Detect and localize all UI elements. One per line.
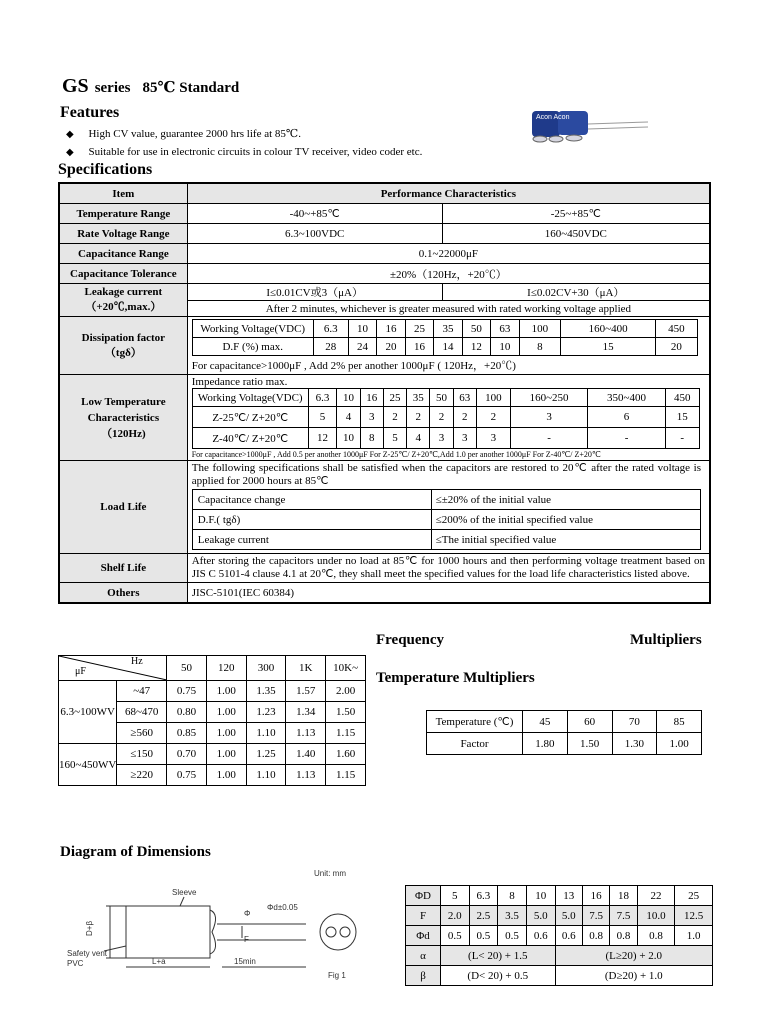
bullet-diamond-icon: ◆ xyxy=(66,129,74,140)
frequency-table xyxy=(58,655,366,786)
wv-value: 35 xyxy=(407,389,430,407)
dims-row xyxy=(406,946,713,966)
freq-group: 160~450WV xyxy=(59,744,117,786)
diagram-heading: Diagram of Dimensions xyxy=(60,844,211,860)
z40-value: 3 xyxy=(453,428,476,449)
wv-value: 35 xyxy=(434,320,462,338)
series-standard: 85℃ Standard xyxy=(142,80,240,96)
length-label: L+a xyxy=(152,957,166,966)
temperature-value: 60 xyxy=(567,711,612,733)
freq-value: 0.80 xyxy=(167,702,207,723)
factor-value: 1.50 xyxy=(567,733,612,755)
z25-value: 3 xyxy=(510,407,587,428)
temperature-value: 85 xyxy=(657,711,702,733)
freq-value: 0.75 xyxy=(167,681,207,702)
lead-min-label: 15min xyxy=(234,957,256,966)
dims-row xyxy=(406,966,713,986)
dims-value: 7.5 xyxy=(610,906,637,926)
feature-text: High CV value, guarantee 2000 hrs life at 85℃. xyxy=(88,128,301,140)
df-value: 15 xyxy=(561,338,656,356)
freq-value: 1.50 xyxy=(326,702,366,723)
dims-value: 0.6 xyxy=(526,926,555,946)
z25-value: 2 xyxy=(430,407,453,428)
wv-value: 10 xyxy=(348,320,376,338)
load-life-row xyxy=(192,490,700,510)
freq-value: 1.40 xyxy=(286,744,326,765)
dissipation-label xyxy=(59,317,187,375)
cap-range-value: 0.1~22000μF xyxy=(187,244,710,264)
z40-value: - xyxy=(665,428,699,449)
wv-value: 50 xyxy=(430,389,453,407)
dissipation-label-1: Dissipation factor xyxy=(81,331,166,344)
freq-cap: ~47 xyxy=(117,681,167,702)
dims-value: 18 xyxy=(610,886,637,906)
dissipation-note: For capacitance>1000μF , Add 2% per another 1000μF ( 120Hz，+20℃) xyxy=(191,360,516,372)
rate-voltage-b: 160~450VDC xyxy=(442,224,710,244)
dims-row xyxy=(406,886,713,906)
unit-label: Unit: mm xyxy=(314,869,346,878)
header-item: Item xyxy=(59,183,187,204)
pvc-label: PVC xyxy=(67,959,84,968)
dissipation-wv-row xyxy=(192,320,697,338)
temp-range-b: -25~+85℃ xyxy=(442,204,710,224)
low-temp-z40-row xyxy=(192,428,699,449)
dims-value: 0.6 xyxy=(555,926,582,946)
freq-value: 1.35 xyxy=(246,681,286,702)
cap-tol-label: Capacitance Tolerance xyxy=(59,264,187,284)
z40-value: 3 xyxy=(430,428,453,449)
dims-value: 0.5 xyxy=(441,926,470,946)
df-value: 20 xyxy=(656,338,698,356)
temperature-value: 70 xyxy=(612,711,657,733)
leakage-a: I≤0.01CV或3（μA） xyxy=(187,284,442,301)
low-temp-label-3: （120Hz) xyxy=(101,427,146,440)
freq-value: 1.10 xyxy=(246,723,286,744)
z25-value: 2 xyxy=(383,407,406,428)
dims-value: 10.0 xyxy=(637,906,675,926)
feature-item xyxy=(66,146,422,158)
load-life-value: ≤The initial specified value xyxy=(431,530,700,550)
df-value: 14 xyxy=(434,338,462,356)
dissipation-subtable xyxy=(192,319,698,356)
dissipation-cell xyxy=(187,317,710,375)
shelf-life-label: Shelf Life xyxy=(59,554,187,583)
freq-value: 1.13 xyxy=(286,765,326,786)
z25-label: Z-25℃/ Z+20℃ xyxy=(192,407,308,428)
z40-value: - xyxy=(588,428,665,449)
diameter-label: D+β xyxy=(85,920,94,936)
freq-value: 1.00 xyxy=(206,744,246,765)
wv-value: 63 xyxy=(491,320,519,338)
freq-col: 10K~ xyxy=(326,656,366,681)
temp-range-label: Temperature Range xyxy=(59,204,187,224)
wv-value: 6.3 xyxy=(308,389,337,407)
leakage-label xyxy=(59,284,187,317)
dims-value: 13 xyxy=(555,886,582,906)
load-life-subtable xyxy=(192,489,701,550)
dims-value: (L≥20) + 2.0 xyxy=(555,946,712,966)
dims-value: 0.5 xyxy=(498,926,527,946)
freq-cap: ≤150 xyxy=(117,744,167,765)
freq-value: 1.00 xyxy=(206,723,246,744)
factor-label: Factor xyxy=(427,733,523,755)
series-word: series xyxy=(94,80,131,96)
bullet-diamond-icon: ◆ xyxy=(66,147,74,158)
dims-value: 10 xyxy=(526,886,555,906)
freq-value: 1.34 xyxy=(286,702,326,723)
dims-value: 12.5 xyxy=(675,906,713,926)
dims-value: 5.0 xyxy=(526,906,555,926)
z25-value: 4 xyxy=(337,407,360,428)
dims-row xyxy=(406,926,713,946)
temp-row xyxy=(427,711,702,733)
load-life-cell xyxy=(187,461,710,554)
load-life-value: ≤200% of the initial specified value xyxy=(431,510,700,530)
z40-value: 5 xyxy=(383,428,406,449)
dims-value: (L< 20) + 1.5 xyxy=(441,946,556,966)
load-life-key: Leakage current xyxy=(192,530,431,550)
wv-value: 25 xyxy=(405,320,433,338)
sleeve-label: Sleeve xyxy=(172,888,197,897)
wv-value: 50 xyxy=(462,320,490,338)
z40-label: Z-40℃/ Z+20℃ xyxy=(192,428,308,449)
dims-value: 8 xyxy=(498,886,527,906)
features-heading: Features xyxy=(60,104,120,121)
z25-value: 5 xyxy=(308,407,337,428)
wv-value: 6.3 xyxy=(313,320,348,338)
df-value: 8 xyxy=(519,338,561,356)
page-title xyxy=(62,75,239,98)
feature-item xyxy=(66,127,301,140)
wv-label: Working Voltage(VDC) xyxy=(192,389,308,407)
dims-value: 22 xyxy=(637,886,675,906)
dims-value: 2.0 xyxy=(441,906,470,926)
z40-value: 4 xyxy=(407,428,430,449)
temp-multipliers-heading: Temperature Multipliers xyxy=(376,670,535,686)
leakage-b: I≤0.02CV+30（μA） xyxy=(442,284,710,301)
dims-value: 16 xyxy=(582,886,609,906)
freq-value: 0.75 xyxy=(167,765,207,786)
low-temp-z25-row xyxy=(192,407,699,428)
df-value: 20 xyxy=(377,338,405,356)
wv-value: 25 xyxy=(383,389,406,407)
dims-value: 0.8 xyxy=(582,926,609,946)
dims-label: F xyxy=(406,906,441,926)
freq-value: 1.15 xyxy=(326,723,366,744)
df-value: 24 xyxy=(348,338,376,356)
temp-multiplier-table xyxy=(426,710,702,755)
low-temp-note: For capacitance>1000μF , Add 0.5 per another 1000μF For Z-25℃/ Z+20℃,Add 1.0 per another 1000μF For Z-40℃/ Z+20℃ xyxy=(191,450,601,459)
dims-value: 5 xyxy=(441,886,470,906)
low-temp-label-1: Low Temperature xyxy=(81,395,166,408)
dimension-drawing xyxy=(62,866,372,986)
dims-value: 0.5 xyxy=(469,926,498,946)
z40-value: 3 xyxy=(476,428,510,449)
low-temp-intro: Impedance ratio max. xyxy=(191,376,288,388)
freq-group: 6.3~100WV xyxy=(59,681,117,744)
fig-label: Fig 1 xyxy=(328,971,346,980)
dims-label: Φd xyxy=(406,926,441,946)
specifications-heading: Specifications xyxy=(58,161,153,178)
multipliers-heading: Multipliers xyxy=(630,632,702,648)
uf-label: μF xyxy=(75,666,86,677)
wv-value: 100 xyxy=(519,320,561,338)
freq-value: 1.00 xyxy=(206,702,246,723)
df-value: 10 xyxy=(491,338,519,356)
freq-value: 1.00 xyxy=(206,765,246,786)
leakage-label-2: （+20℃,max.） xyxy=(85,301,162,313)
load-life-row xyxy=(192,530,700,550)
hz-uf-corner xyxy=(59,656,167,681)
load-life-key: Capacitance change xyxy=(192,490,431,510)
cap-tol-value: ±20%（120Hz，+20℃） xyxy=(187,264,710,284)
z25-value: 6 xyxy=(588,407,665,428)
leakage-note: After 2 minutes, whichever is greater measured with rated working voltage applied xyxy=(187,301,710,317)
wv-value: 450 xyxy=(665,389,699,407)
freq-value: 2.00 xyxy=(326,681,366,702)
load-life-key: D.F.( tgδ) xyxy=(192,510,431,530)
frequency-heading: Frequency xyxy=(376,632,445,648)
temp-range-a: -40~+85℃ xyxy=(187,204,442,224)
others-label: Others xyxy=(59,583,187,604)
wv-value: 160~400 xyxy=(561,320,656,338)
dims-value: 0.8 xyxy=(637,926,675,946)
freq-value: 1.60 xyxy=(326,744,366,765)
load-life-row xyxy=(192,510,700,530)
load-life-value: ≤±20% of the initial value xyxy=(431,490,700,510)
dims-value: 3.5 xyxy=(498,906,527,926)
series-code: GS xyxy=(62,75,89,97)
z25-value: 3 xyxy=(360,407,383,428)
df-value: 16 xyxy=(405,338,433,356)
pitch-label: F xyxy=(244,935,249,944)
safety-vent-label: Safety vent xyxy=(67,949,108,958)
freq-value: 1.00 xyxy=(206,681,246,702)
dims-value: 7.5 xyxy=(582,906,609,926)
dims-value: (D< 20) + 0.5 xyxy=(441,966,556,986)
z25-value: 2 xyxy=(407,407,430,428)
rate-voltage-a: 6.3~100VDC xyxy=(187,224,442,244)
freq-value: 1.23 xyxy=(246,702,286,723)
phi-label: Φ xyxy=(244,909,251,918)
cap-range-label: Capacitance Range xyxy=(59,244,187,264)
df-label: D.F (%) max. xyxy=(192,338,313,356)
factor-row xyxy=(427,733,702,755)
feature-text: Suitable for use in electronic circuits in colour TV receiver, video coder etc. xyxy=(88,146,423,158)
wv-value: 160~250 xyxy=(510,389,587,407)
z40-value: 10 xyxy=(337,428,360,449)
dims-label: α xyxy=(406,946,441,966)
hz-label: Hz xyxy=(131,656,143,667)
freq-value: 0.85 xyxy=(167,723,207,744)
freq-row xyxy=(59,681,366,702)
df-value: 28 xyxy=(313,338,348,356)
wv-value: 16 xyxy=(377,320,405,338)
dims-value: 25 xyxy=(675,886,713,906)
load-life-intro: The following specifications shall be satisfied when the capacitors are restored to 20℃ after the rated voltage is applied for 2000 hours at 85℃ xyxy=(191,462,701,487)
freq-value: 1.15 xyxy=(326,765,366,786)
load-life-label: Load Life xyxy=(59,461,187,554)
dims-row xyxy=(406,906,713,926)
wv-value: 16 xyxy=(360,389,383,407)
temperature-label: Temperature (℃) xyxy=(427,711,523,733)
freq-col: 300 xyxy=(246,656,286,681)
dissipation-df-row xyxy=(192,338,697,356)
low-temp-label xyxy=(59,375,187,461)
z40-value: 8 xyxy=(360,428,383,449)
dims-label: β xyxy=(406,966,441,986)
freq-value: 1.10 xyxy=(246,765,286,786)
freq-cap: 68~470 xyxy=(117,702,167,723)
dims-value: 5.0 xyxy=(555,906,582,926)
header-performance: Performance Characteristics xyxy=(187,183,710,204)
rate-voltage-label: Rate Voltage Range xyxy=(59,224,187,244)
dims-value: 0.8 xyxy=(610,926,637,946)
others-text: JISC-5101(IEC 60384) xyxy=(187,583,710,604)
wv-value: 63 xyxy=(453,389,476,407)
freq-col: 1K xyxy=(286,656,326,681)
dimensions-table xyxy=(405,885,713,986)
freq-col: 50 xyxy=(167,656,207,681)
freq-cap: ≥220 xyxy=(117,765,167,786)
z40-value: - xyxy=(510,428,587,449)
dims-value: 6.3 xyxy=(469,886,498,906)
wv-value: 450 xyxy=(656,320,698,338)
freq-value: 1.57 xyxy=(286,681,326,702)
df-value: 12 xyxy=(462,338,490,356)
freq-row xyxy=(59,744,366,765)
low-temp-cell xyxy=(187,375,710,461)
factor-value: 1.00 xyxy=(657,733,702,755)
dims-value: (D≥20) + 1.0 xyxy=(555,966,712,986)
specifications-table xyxy=(58,182,711,604)
wv-value: 350~400 xyxy=(588,389,665,407)
freq-value: 1.13 xyxy=(286,723,326,744)
wv-label: Working Voltage(VDC) xyxy=(192,320,313,338)
temperature-value: 45 xyxy=(523,711,568,733)
dims-value: 1.0 xyxy=(675,926,713,946)
low-temp-label-2: Characteristics xyxy=(87,411,160,424)
low-temp-subtable xyxy=(192,388,700,449)
freq-col: 120 xyxy=(206,656,246,681)
z25-value: 2 xyxy=(453,407,476,428)
freq-cap: ≥560 xyxy=(117,723,167,744)
z25-value: 15 xyxy=(665,407,699,428)
low-temp-wv-row xyxy=(192,389,699,407)
capacitor-photo xyxy=(528,107,648,147)
photo-label: Acon Acon xyxy=(536,114,570,121)
lead-dia-label: Φd±0.05 xyxy=(267,903,298,912)
dims-value: 2.5 xyxy=(469,906,498,926)
dims-label: ΦD xyxy=(406,886,441,906)
z25-value: 2 xyxy=(476,407,510,428)
leakage-label-1: Leakage current xyxy=(84,286,163,298)
freq-value: 0.70 xyxy=(167,744,207,765)
factor-value: 1.80 xyxy=(523,733,568,755)
z40-value: 12 xyxy=(308,428,337,449)
freq-value: 1.25 xyxy=(246,744,286,765)
shelf-life-text: After storing the capacitors under no load at 85℃ for 1000 hours and then performing voltage treatment based on JIS C 5101-4 clause 4.1 at 20℃, they shall meet the specified values for the load life characteristics listed above. xyxy=(187,554,710,583)
wv-value: 10 xyxy=(337,389,360,407)
wv-value: 100 xyxy=(476,389,510,407)
dissipation-label-2: （tgδ） xyxy=(104,346,142,359)
factor-value: 1.30 xyxy=(612,733,657,755)
